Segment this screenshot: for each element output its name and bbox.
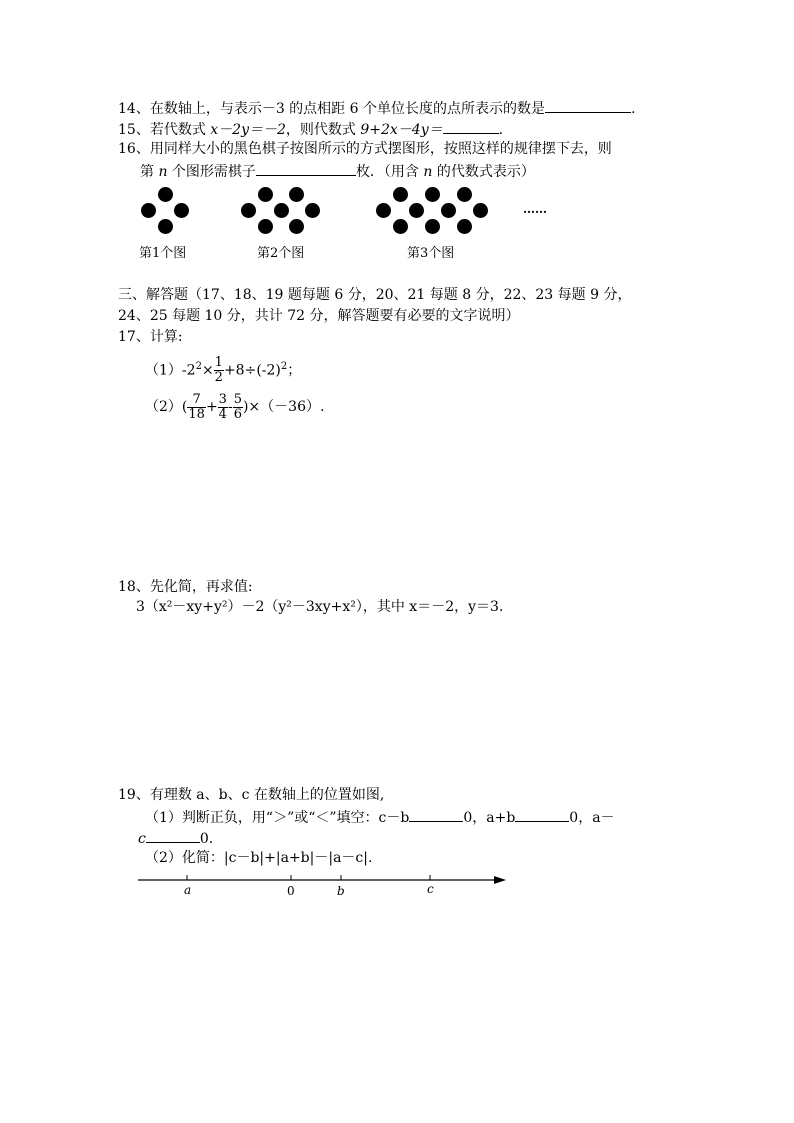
question-15-expr2: 9+2x－4y＝	[360, 122, 443, 138]
q19-p1-line2-b: 0.	[199, 831, 214, 847]
axis-label-c: c	[427, 882, 434, 896]
q19-var-c: c	[138, 831, 146, 847]
frac-den: 2	[214, 370, 223, 386]
chess-piece	[289, 187, 304, 202]
frac-num: 1	[214, 355, 223, 371]
answer-blank-19c[interactable]	[146, 828, 200, 843]
q17-p2-open: (	[181, 399, 188, 415]
answer-blank-15[interactable]	[443, 119, 499, 134]
pattern-ellipsis: ……	[523, 202, 547, 216]
answer-blank-14[interactable]	[545, 98, 631, 113]
q16-line2-prefix: 第	[140, 164, 159, 180]
frac-den: 4	[218, 406, 227, 422]
fraction-3-4	[218, 393, 228, 422]
chess-piece	[158, 219, 173, 234]
section-3-header-line2: 24、25 每题 10 分，共计 72 分，解答题要有必要的文字说明）	[118, 308, 520, 324]
q19-p1-c: 0，a－	[569, 810, 615, 826]
q16-var-n: n	[158, 164, 168, 180]
axis-label-0: 0	[287, 884, 295, 898]
question-16-line1	[118, 140, 612, 158]
chess-piece	[425, 187, 440, 202]
frac-num: 7	[187, 393, 206, 408]
figure-2-caption: 第2个图	[257, 246, 305, 261]
q17-p1-a: -2	[181, 362, 196, 379]
chess-piece	[258, 187, 273, 202]
q16-line2-mid: 个图形需棋子	[167, 164, 256, 180]
chess-piece	[393, 187, 408, 202]
chess-piece	[289, 219, 304, 234]
q17-p2-close: )×（－36）.	[242, 399, 325, 415]
frac-num: 5	[233, 391, 242, 407]
chess-piece	[305, 203, 320, 218]
q16-var-n2: n	[423, 164, 433, 180]
question-14-tail: .	[630, 101, 636, 117]
q16-line2-end: 的代数式表示）	[432, 164, 535, 180]
q17-p1-c: +8÷(-2)	[223, 362, 281, 379]
question-16-line2	[140, 161, 535, 181]
chess-piece	[457, 187, 472, 202]
chess-piece	[425, 219, 440, 234]
chess-piece	[241, 203, 256, 218]
q16-line2-tail: 枚．（用含	[355, 164, 424, 180]
question-17-part2	[145, 390, 324, 424]
chess-piece	[141, 203, 156, 218]
chess-piece	[441, 203, 456, 218]
chess-piece	[409, 203, 424, 218]
chess-piece	[376, 203, 391, 218]
question-15	[118, 119, 503, 139]
question-14	[118, 98, 635, 118]
question-19-part1-line2	[138, 828, 213, 848]
question-16-text: 16、用同样大小的黑色棋子按图所示的方式摆图形，按照这样的规律摆下去，则	[118, 141, 612, 157]
fraction-one-half	[214, 356, 224, 385]
figure-3-caption: 第3个图	[407, 246, 455, 261]
question-17-title: 17、计算:	[118, 329, 183, 345]
chess-piece	[274, 203, 289, 218]
q19-p1-text: （1）判断正负，用“＞”或“＜”填空：c－b	[145, 810, 410, 826]
chess-piece	[393, 219, 408, 234]
question-19-title: 19、有理数 a、b、c 在数轴上的位置如图,	[118, 787, 385, 803]
question-14-text: 14、在数轴上，与表示－3 的点相距 6 个单位长度的点所表示的数是	[118, 101, 545, 117]
q17-p1-end: ；	[287, 362, 302, 379]
q17-p2-label: （2）	[145, 399, 182, 415]
frac-den: 18	[188, 406, 205, 422]
question-19-part2: （2）化简：|c－b|+|a+b|－|a－c|.	[145, 850, 373, 866]
q17-p1-times: ×	[201, 362, 214, 379]
q17-p2-op2: -	[227, 399, 233, 415]
chess-piece	[158, 187, 173, 202]
number-line	[0, 868, 794, 908]
question-19-part1	[145, 807, 615, 827]
q17-p2-op1: +	[205, 399, 218, 415]
question-17-part1	[145, 350, 301, 388]
question-15-tail: .	[498, 122, 504, 138]
chess-piece	[473, 203, 488, 218]
q17-p1-exp2: 2	[280, 361, 288, 372]
question-15-expr1: x－2y＝－2	[210, 122, 286, 138]
fraction-5-6	[233, 393, 243, 422]
question-18-expression: 3（x²－xy+y²）－2（y²－3xy+x²），其中 x＝－2，y＝3.	[136, 599, 504, 615]
answer-blank-16[interactable]	[256, 161, 356, 176]
section-3-header-line1: 三、解答题（17、18、19 题每题 6 分，20、21 每题 8 分，22、23 每题 9 分，	[118, 287, 632, 303]
figure-1-caption: 第1个图	[139, 246, 187, 261]
chess-piece	[457, 219, 472, 234]
chess-piece	[258, 219, 273, 234]
axis-label-b: b	[337, 884, 345, 898]
axis-label-a: a	[184, 883, 192, 897]
q17-p1-exp: 2	[195, 361, 202, 372]
answer-blank-19b[interactable]	[515, 807, 569, 822]
frac-den: 6	[233, 406, 242, 422]
frac-num: 3	[218, 391, 227, 407]
q17-p1-label: （1）	[145, 362, 182, 379]
arrow-head-icon	[494, 876, 506, 884]
fraction-7-18	[187, 393, 206, 422]
answer-blank-19a[interactable]	[409, 807, 463, 822]
chess-piece	[174, 203, 189, 218]
question-18-title: 18、先化简，再求值:	[118, 579, 253, 595]
question-15-mid: ，则代数式	[285, 122, 361, 138]
question-15-prefix: 15、若代数式	[118, 122, 211, 138]
q19-p1-b: 0，a+b	[463, 810, 516, 826]
